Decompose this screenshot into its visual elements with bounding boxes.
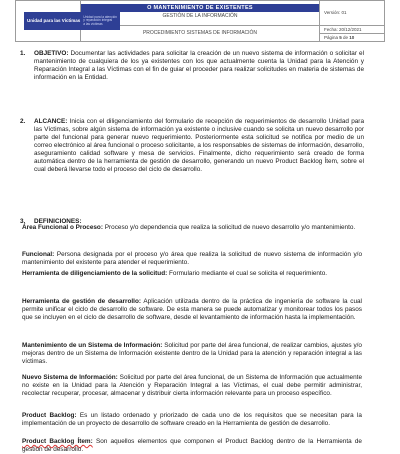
definition-term: Mantenimiento de un Sistema de Información: [22,342,163,349]
definition-text: Formulario mediante el cual se solicita el requerimiento. [167,270,328,277]
definition-term: Nuevo Sistema de Información: [22,374,118,381]
definition-product-backlog-item [22,438,362,454]
unidad-victimas-logo [24,12,120,30]
definition-text: Persona designada por el proceso y/o área que realiza la solicitud de nuevo sistema de información y/o mantenimiento del existente para atender el requerimiento. [22,251,362,266]
definition-term: Área Funcional o Proceso: [22,224,103,231]
date-cell [320,25,385,33]
definition-product-backlog [22,412,362,428]
section-number: 1. [20,50,26,57]
definition-mantenimiento [22,342,362,366]
banner-title: O MANTENIMIENTO DE EXISTENTES [81,4,319,12]
document-header [15,0,385,42]
version-label: Versión: 01 [324,10,347,16]
process-name: GESTIÓN DE LA INFORMACIÓN [162,13,238,20]
page-prefix: Página [324,34,340,40]
definition-term: Product Backlog: [22,412,77,419]
page-total: 10 [349,34,355,40]
definition-herramienta-gestion [22,298,362,322]
page-of: de [341,34,350,40]
definition-nuevo-sistema [22,374,362,398]
section-text: Documentar las actividades para solicitar la creación de un nuevo sistema de información o solicitar el mantenimiento de cualquiera de los ya existentes con los que actualmente cuenta la Unidad para la Atención y Reparación Integral a las Víctimas con el fin de guiar el proceder para realizar solicitudes en materia de sistemas de información en la Entidad. [34,50,364,81]
definition-term: Product Backlog Ítem: [22,438,93,445]
section-heading: OBJETIVO: [34,50,69,57]
brand-sub: Unidad para la atención y reparación integral a las víctimas [83,14,117,26]
definition-text: Proceso y/o dependencia que realiza la solicitud de nuevo desarrollo y/o mantenimiento. [102,224,356,231]
date-label: Fecha: 20/12/2021 [324,26,362,32]
definition-text: Aplicación utilizada dentro de la práctica de ingeniería de software la cual permite unificar el ciclo de desarrollo de software. De esta manera se puede automatizar y monitorear todos los pasos que se incluyen en el ciclo de desarrollo de software, desde el levantamiento de información hasta la implementación. [22,298,362,321]
page-current: 5 [339,34,342,40]
section-objetivo [20,50,364,82]
definition-herramienta-solicitud [22,270,362,278]
definition-text: Son aquellos elementos que componen el Product Backlog dentro de la Herramienta de gestión de desarrollo. [22,438,362,453]
procedure-name: PROCEDIMIENTO SISTEMAS DE INFORMACIÓN [81,25,320,41]
definition-text: Solicitud por parte del área funcional, de realizar cambios, ajustes y/o mejoras dentro de un Sistema de Información existente dentro de la Unidad para la atención y reparación integral a las víctimas. [22,342,362,365]
logo-cell [16,1,117,42]
section-heading: ALCANCE: [34,118,68,125]
section-number: 2. [20,118,26,125]
definition-text: Es un listado ordenado y priorizado de cada uno de los requisitos que se necesitan para la implementación de un proyecto de desarrollo de software creado en la Herramienta de gestión de desarrollo. [22,412,362,427]
definition-funcional [22,251,362,267]
definition-term: Herramienta de diligenciamiento de la solicitud: [22,270,168,277]
section-number: 3. [20,218,26,225]
definition-term: Herramienta de gestión de desarrollo: [22,298,141,305]
version-cell [320,1,385,26]
definition-text: Solicitud por parte del área funcional, de un Sistema de Información que actualmente no existe en la Unidad para la Atención y Reparación Integral a las Víctimas, el cual debe permitir administrar, recolectar recuperar, procesar, almacenar y distribuir cierta información relevante para un proceso específico. [22,374,362,397]
section-alcance [20,118,364,174]
page-cell [320,33,385,41]
section-text: Inicia con el diligenciamiento del formulario de recepción de requerimientos de desarrollo Unidad para las Víctimas, sobre algún sistema de información ya existente o inclusive cuando se solicita un nuevo desarrollo por parte del funcional para generar nuevo requerimiento. Posteriormente esta solicitud se notifica por medio de un correo electrónico al área funcional o proceso solicitante, a los responsables de sistemas de información, desarrollo, aseguramiento calidad software y mesa de servicios. Finalmente, dicho requerimiento será creado de forma automática dentro de la herramienta de gestión de desarrollo, generando un nuevo Product Backlog Ítem, sobre el cual deberá llevarse todo el proceso del ciclo de desarrollo. [34,118,364,173]
definition-area-funcional [22,224,362,232]
definition-term: Funcional: [22,251,55,258]
section-heading: DEFINICIONES: [34,218,82,225]
brand-main: Unidad para las Víctimas [27,17,81,23]
